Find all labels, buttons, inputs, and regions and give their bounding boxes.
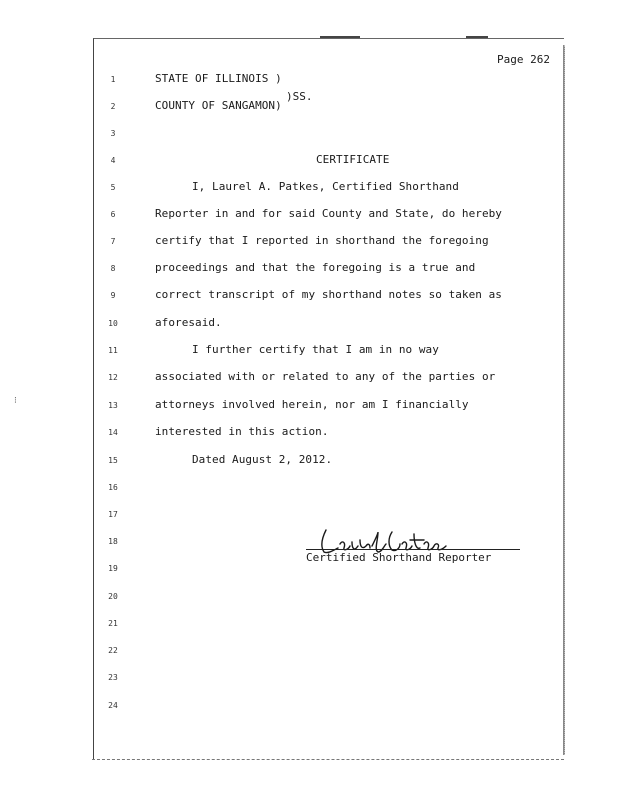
line-number: 10 [108,319,118,328]
line-number: 14 [108,428,118,437]
line-number: 15 [108,456,118,465]
body-line: certify that I reported in shorthand the foregoing [155,234,489,247]
body-line: proceedings and that the foregoing is a true and [155,261,476,274]
body-line: aforesaid. [155,316,222,329]
caption-county: COUNTY OF SANGAMON) [155,99,282,112]
page-number: Page 262 [497,53,550,66]
line-number: 20 [108,592,118,601]
body-line: Reporter in and for said County and State, do hereby [155,207,502,220]
line-number: 3 [110,129,116,138]
caption-ss: )SS. [286,90,313,103]
bottom-margin-rule [92,759,564,760]
line-number: 22 [108,646,118,655]
line-number: 23 [108,673,118,682]
line-number: 24 [108,701,118,710]
line-number: 12 [108,373,118,382]
body-line: attorneys involved herein, nor am I financially [155,398,469,411]
body-line: I, Laurel A. Patkes, Certified Shorthand [192,180,459,193]
line-number: 2 [110,102,116,111]
body-line: correct transcript of my shorthand notes so taken as [155,288,502,301]
line-number: 11 [108,346,118,355]
body-line: I further certify that I am in no way [192,343,439,356]
line-number: 6 [110,210,116,219]
line-number: 8 [110,264,116,273]
signature-label: Certified Shorthand Reporter [306,551,492,564]
body-line: interested in this action. [155,425,329,438]
line-number: 17 [108,510,118,519]
dated-line: Dated August 2, 2012. [192,453,333,466]
top-edge-mark [320,36,360,38]
line-number: 16 [108,483,118,492]
caption-state: STATE OF ILLINOIS ) [155,72,282,85]
line-number: 7 [110,237,116,246]
body-line: associated with or related to any of the parties or [155,370,496,383]
line-number: 5 [110,183,116,192]
line-number: 19 [108,564,118,573]
line-number: 1 [110,75,116,84]
line-number: 21 [108,619,118,628]
certificate-heading: CERTIFICATE [316,153,390,166]
line-number: 18 [108,537,118,546]
line-number: 4 [110,156,116,165]
line-number: 9 [110,291,116,300]
scan-artifact: ⁝ [14,396,17,406]
top-edge-mark [466,36,488,38]
line-number: 13 [108,401,118,410]
signature-line [306,549,520,550]
right-margin-rule [563,45,565,755]
